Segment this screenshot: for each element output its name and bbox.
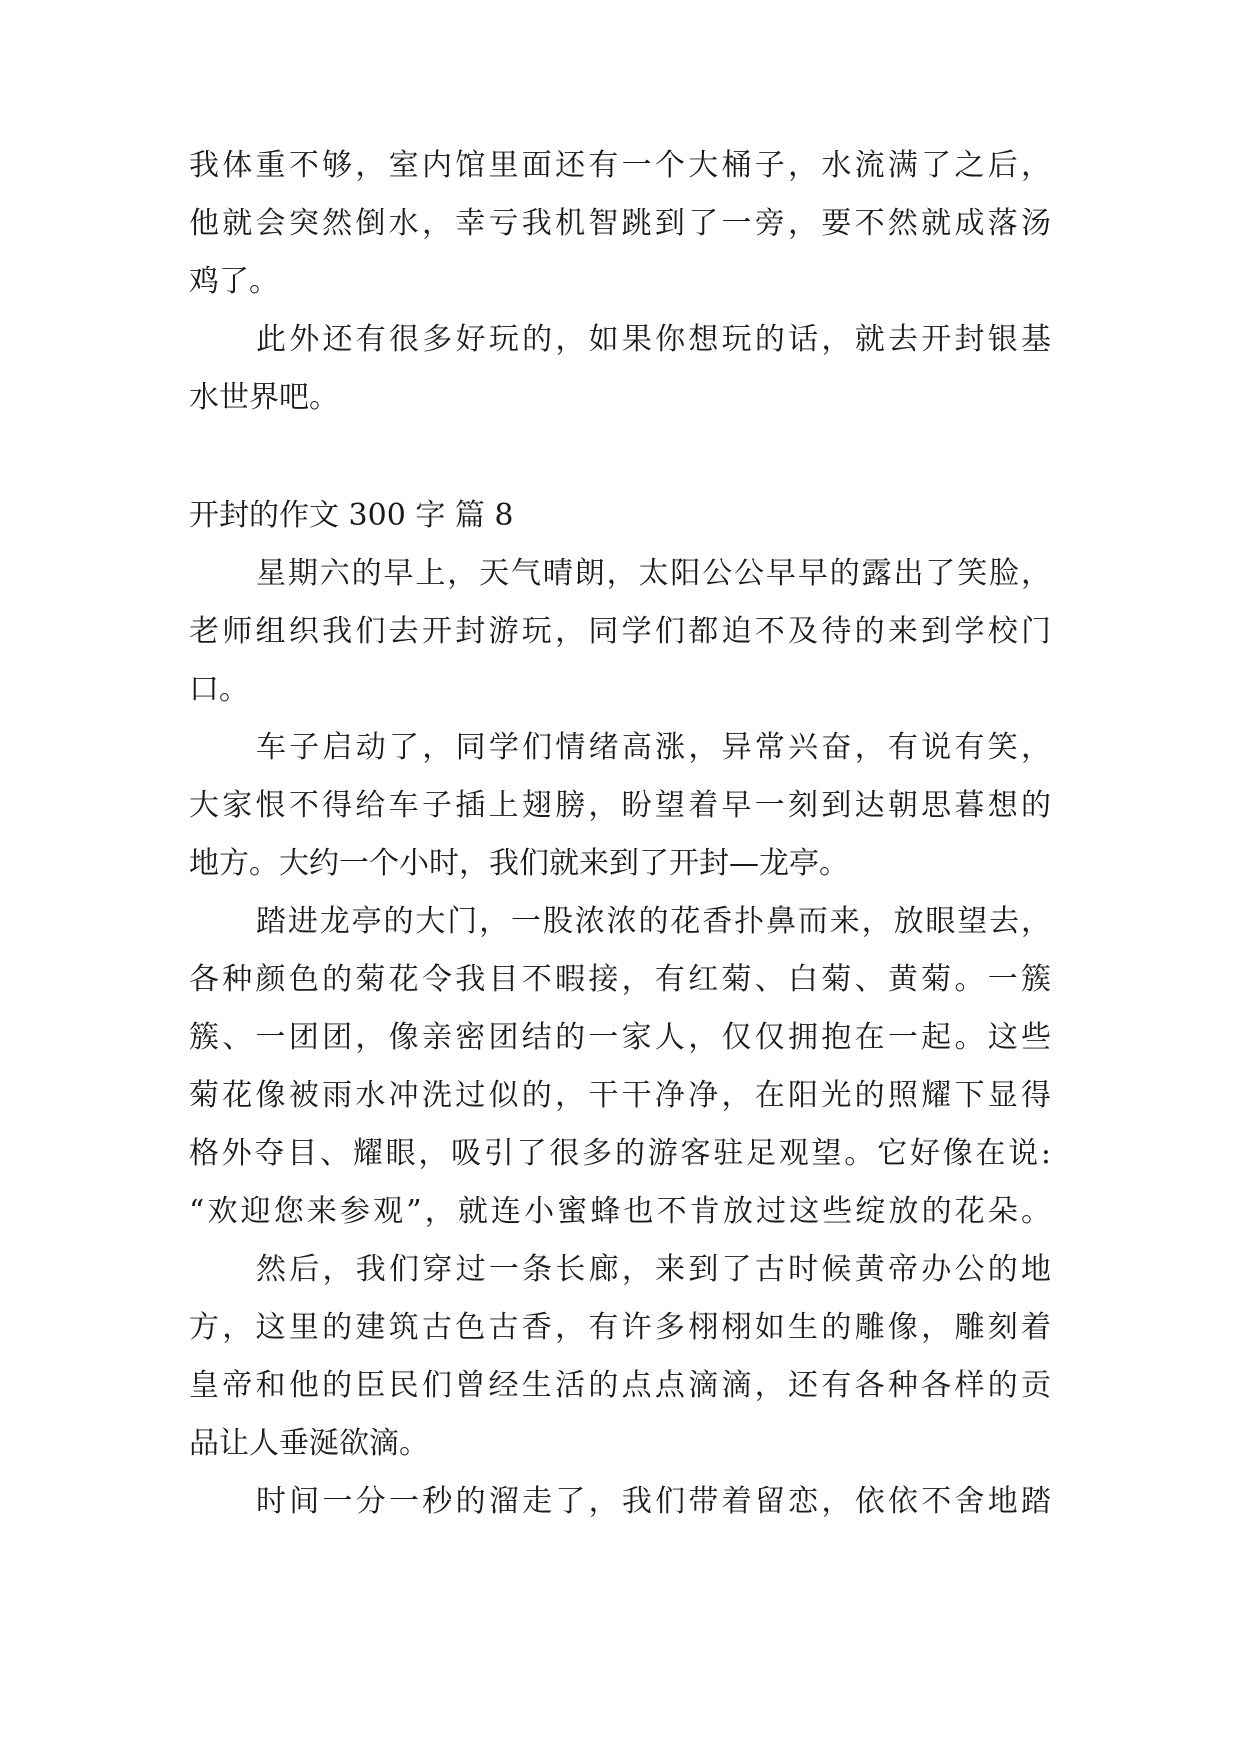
text-line: 大家恨不得给车子插上翅膀，盼望着早一刻到达朝思暮想的 — [189, 788, 1051, 823]
text-line: 方，这里的建筑古色古香，有许多栩栩如生的雕像，雕刻着 — [189, 1310, 1051, 1345]
text-line: 踏进龙亭的大门，一股浓浓的花香扑鼻而来，放眼望去， — [256, 904, 1051, 939]
text-line: 我体重不够，室内馆里面还有一个大桶子，水流满了之后， — [189, 148, 1051, 183]
text-line: 菊花像被雨水冲洗过似的，干干净净，在阳光的照耀下显得 — [189, 1078, 1051, 1113]
text-line: 星期六的早上，天气晴朗，太阳公公早早的露出了笑脸， — [256, 556, 1051, 591]
section-heading: 开封的作文 300 字 篇 8 — [189, 498, 514, 533]
text-line: 此外还有很多好玩的，如果你想玩的话，就去开封银基 — [256, 322, 1051, 357]
text-line: 水世界吧。 — [189, 380, 339, 415]
text-line: 老师组织我们去开封游玩，同学们都迫不及待的来到学校门 — [189, 614, 1051, 649]
text-line: 时间一分一秒的溜走了，我们带着留恋，依依不舍地踏 — [256, 1484, 1051, 1519]
text-line: 然后，我们穿过一条长廊，来到了古时候黄帝办公的地 — [256, 1252, 1051, 1287]
text-line: 口。 — [189, 672, 249, 707]
text-line: 他就会突然倒水，幸亏我机智跳到了一旁，要不然就成落汤 — [189, 206, 1051, 241]
text-line: 各种颜色的菊花令我目不暇接，有红菊、白菊、黄菊。一簇 — [189, 962, 1051, 997]
text-line: 鸡了。 — [189, 264, 279, 299]
text-line: 车子启动了，同学们情绪高涨，异常兴奋，有说有笑， — [256, 730, 1051, 765]
text-line: “欢迎您来参观”，就连小蜜蜂也不肯放过这些绽放的花朵。 — [189, 1194, 1051, 1229]
text-line: 簇、一团团，像亲密团结的一家人，仅仅拥抱在一起。这些 — [189, 1020, 1051, 1055]
text-line: 品让人垂涎欲滴。 — [189, 1426, 429, 1461]
text-line: 皇帝和他的臣民们曾经生活的点点滴滴，还有各种各样的贡 — [189, 1368, 1051, 1403]
text-line: 格外夺目、耀眼，吸引了很多的游客驻足观望。它好像在说: — [189, 1136, 1051, 1171]
text-line: 地方。大约一个小时，我们就来到了开封—龙亭。 — [189, 846, 849, 881]
